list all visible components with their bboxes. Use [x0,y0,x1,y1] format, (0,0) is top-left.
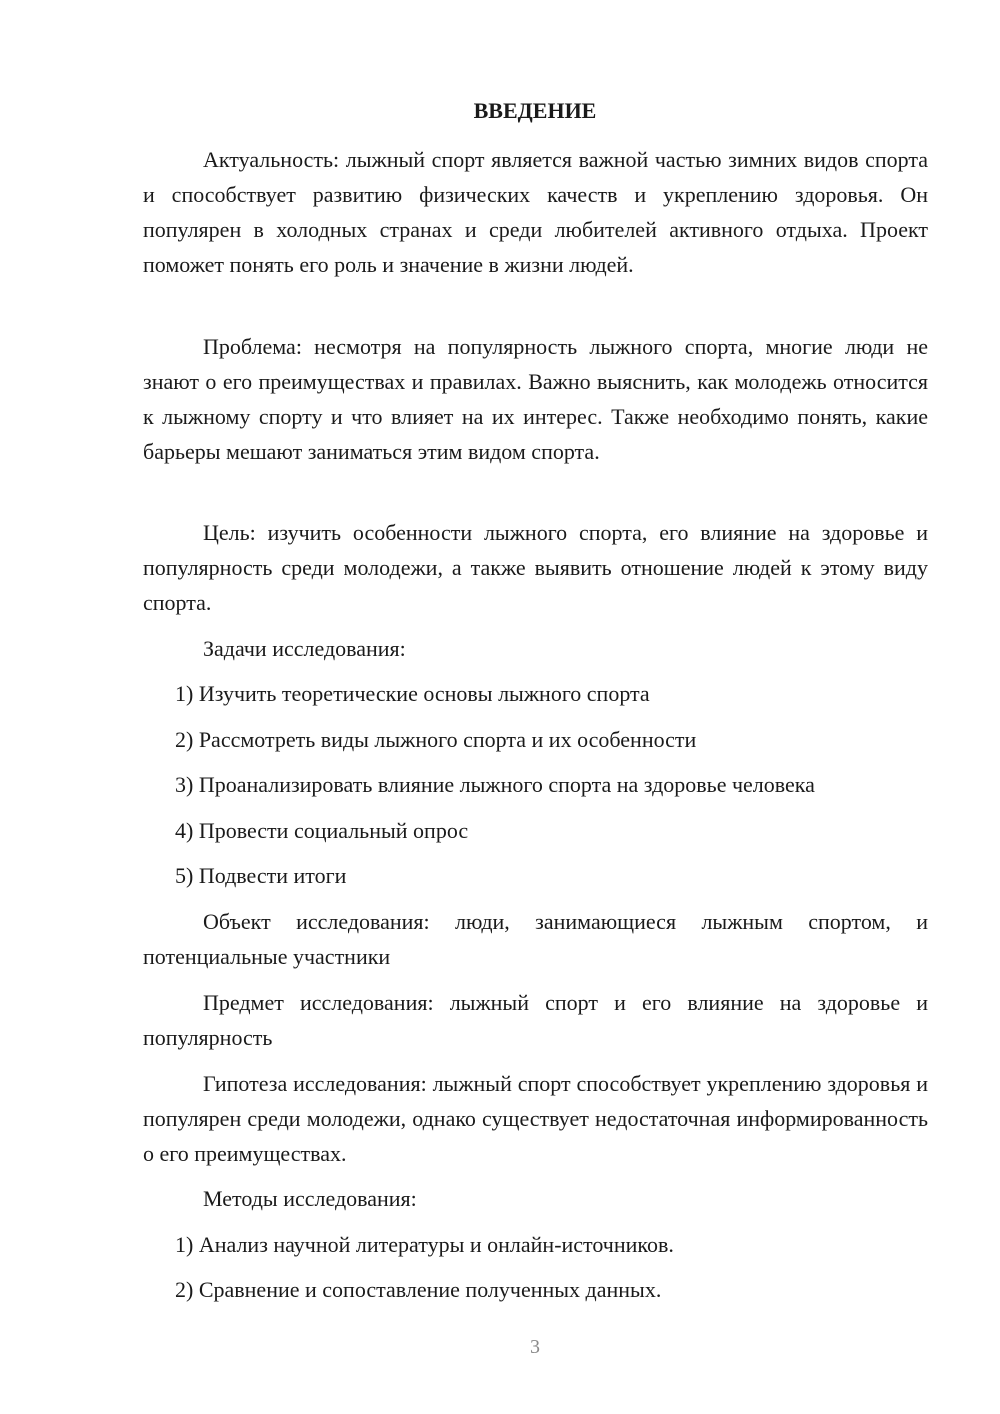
task-item: 3) Проанализировать влияние лыжного спорта на здоровье человека [175,772,815,797]
task-item: 5) Подвести итоги [175,863,347,888]
paragraph-relevance [143,142,928,282]
paragraph-relevance-text: Актуальность: лыжный спорт является важной частью зимних видов спорта и способствует развитию физических качеств и укреплению здоровья. Он популярен в холодных странах и среди любителей активного отдыха. Проект поможет понять его роль и значение в жизни людей. [143,147,928,277]
paragraph-object [143,904,928,974]
method-item: 2) Сравнение и сопоставление полученных данных. [175,1277,662,1302]
tasks-heading [143,631,928,666]
paragraph-subject [143,985,928,1055]
paragraph-goal-text: Цель: изучить особенности лыжного спорта, его влияние на здоровье и популярность среди молодежи, а также выявить отношение людей к этому виду спорта. [143,520,928,615]
page-number: 3 [530,1336,540,1358]
method-item: 1) Анализ научной литературы и онлайн-источников. [175,1232,674,1257]
page-title: ВВЕДЕНИЕ [473,98,597,123]
paragraph-hypothesis-text: Гипотеза исследования: лыжный спорт способствует укреплению здоровья и популярен среди молодежи, однако существует недостаточная информированность о его преимуществах. [143,1071,928,1166]
task-item: 4) Провести социальный опрос [175,818,469,843]
paragraph-object-text: Объект исследования: люди, занимающиеся лыжным спортом, и потенциальные участники [143,909,928,969]
paragraph-hypothesis [143,1066,928,1171]
task-item: 1) Изучить теоретические основы лыжного спорта [175,681,650,706]
paragraph-subject-text: Предмет исследования: лыжный спорт и его влияние на здоровье и популярность [143,990,928,1050]
paragraph-goal [143,515,928,620]
paragraph-problem-text: Проблема: несмотря на популярность лыжного спорта, многие люди не знают о его преимуществах и правилах. Важно выяснить, как молодежь относится к лыжному спорту и что влияет на их интерес. Также необходимо понять, какие барьеры мешают заниматься этим видом спорта. [143,334,928,464]
methods-heading [143,1181,928,1216]
task-item: 2) Рассмотреть виды лыжного спорта и их особенности [175,727,697,752]
tasks-heading-text: Задачи исследования: [203,636,406,661]
methods-heading-text: Методы исследования: [203,1186,417,1211]
paragraph-problem [143,329,928,469]
